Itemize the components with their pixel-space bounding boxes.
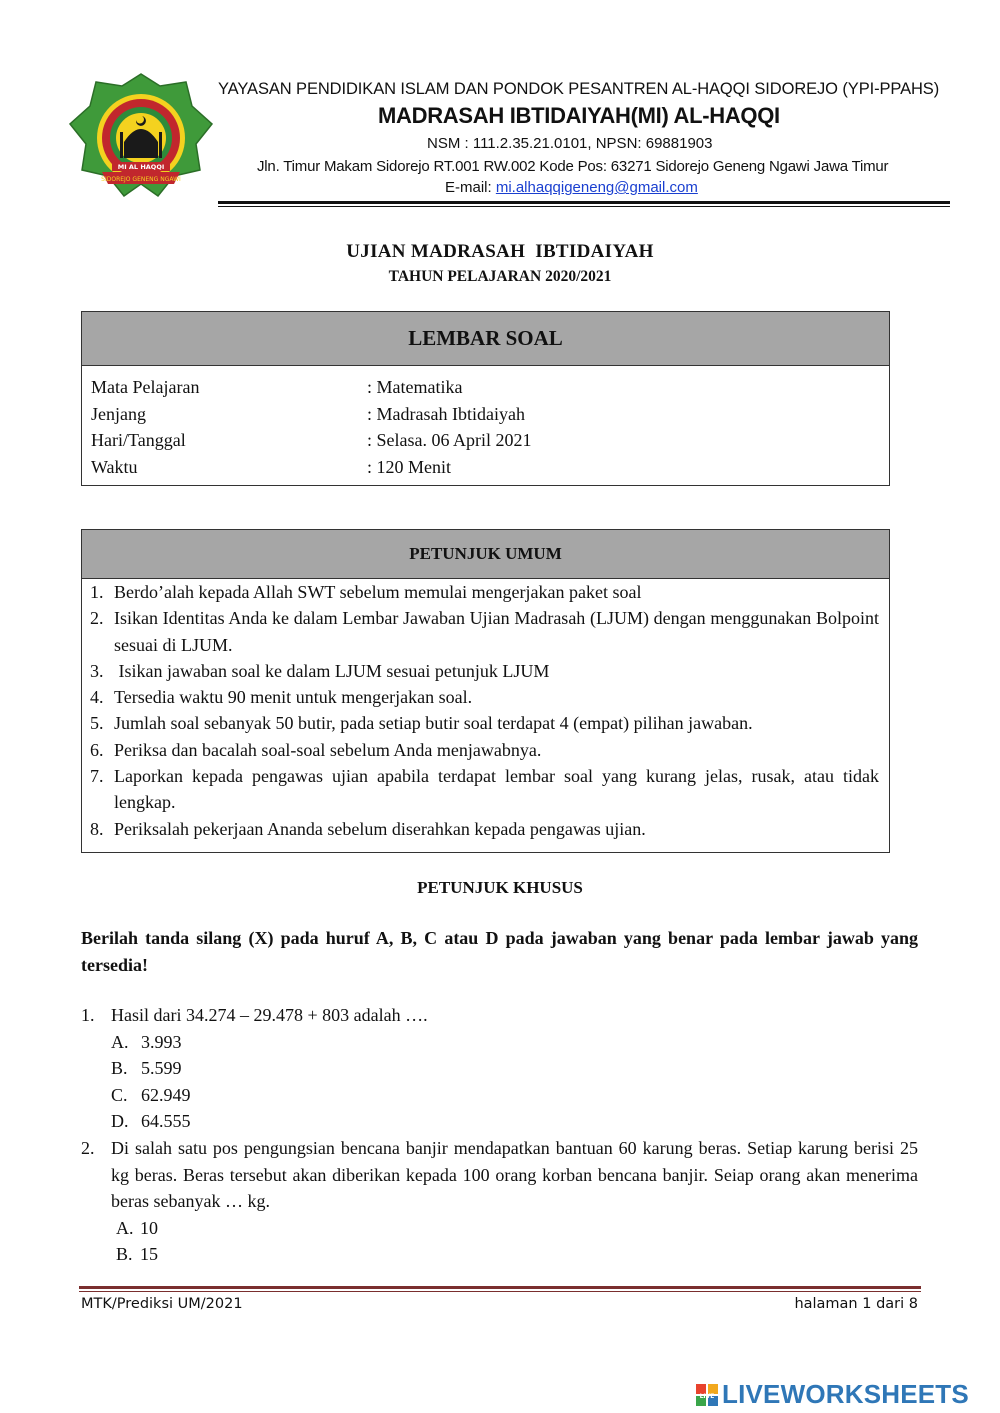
- school-address: Jln. Timur Makam Sidorejo RT.001 RW.002 Kode Pos: 63271 Sidorejo Geneng Ngawi Jawa Timur: [257, 158, 889, 175]
- info-value: : Matematika: [367, 377, 463, 397]
- liveworksheets-badge-icon: [696, 1384, 718, 1406]
- option-text: 15: [140, 1244, 158, 1264]
- school-nsm: NSM : 111.2.35.21.0101, NPSN: 69881903: [427, 135, 713, 152]
- header-divider-thin: [218, 206, 950, 207]
- list-item: [90, 763, 879, 816]
- item-number: 6.: [90, 739, 104, 760]
- item-number: 5.: [90, 713, 104, 734]
- info-row: [91, 401, 889, 428]
- special-instruction: Berilah tanda silang (X) pada huruf A, B, C atau D pada jawaban yang benar pada lembar jawab yang tersedia!: [81, 928, 918, 975]
- item-number: 7.: [90, 766, 104, 787]
- liveworksheets-watermark[interactable]: [696, 1379, 969, 1410]
- item-text: Tersedia waktu 90 menit untuk mengerjakan soal.: [114, 687, 473, 708]
- info-value: : Madrasah Ibtidaiyah: [367, 403, 525, 424]
- info-row: [91, 454, 889, 481]
- list-item: [90, 737, 879, 763]
- special-heading: PETUNJUK KHUSUS: [417, 878, 583, 897]
- answer-option[interactable]: [81, 1055, 918, 1082]
- item-number: 8.: [90, 818, 104, 839]
- general-instructions-box: [81, 529, 890, 853]
- watermark-text: LIVEWORKSHEETS: [722, 1379, 969, 1409]
- email-link[interactable]: mi.alhaqqigeneng@gmail.com: [495, 179, 698, 196]
- question-number: 1.: [81, 1005, 95, 1025]
- item-number: 4.: [90, 687, 104, 708]
- info-label: Waktu: [91, 456, 138, 477]
- logo-name-text: MI AL HAQQI: [117, 163, 165, 171]
- sheet-info-box: [81, 311, 890, 486]
- question-1: [81, 1002, 918, 1135]
- item-number: 1.: [90, 582, 104, 602]
- option-text: 5.599: [141, 1058, 182, 1078]
- school-email-line: [445, 179, 698, 196]
- item-text: Periksa dan bacalah soal-soal sebelum Anda menjawabnya.: [114, 739, 542, 760]
- logo-sub-text: SIDOREJO GENENG NGAWI: [101, 176, 181, 183]
- footer-divider-thick: [79, 1286, 921, 1289]
- list-item: [90, 658, 879, 684]
- item-text: Laporkan kepada pengawas ujian apabila terdapat lembar soal yang kurang jelas, rusak, atau tidak lengkap.: [114, 766, 879, 813]
- info-value: : Selasa. 06 April 2021: [367, 430, 532, 450]
- answer-option[interactable]: [81, 1241, 918, 1268]
- item-number: 3.: [90, 660, 104, 681]
- school-name: MADRASAH IBTIDAIYAH(MI) AL-HAQQI: [378, 103, 780, 128]
- answer-option[interactable]: [81, 1029, 918, 1056]
- option-letter: D.: [111, 1111, 129, 1131]
- foundation-name: YAYASAN PENDIDIKAN ISLAM DAN PONDOK PESANTREN AL-HAQQI SIDOREJO (YPI-PPAHS): [218, 80, 940, 98]
- item-text: Berdo’alah kepada Allah SWT sebelum memulai mengerjakan paket soal: [114, 582, 642, 602]
- answer-option[interactable]: [81, 1215, 918, 1242]
- general-heading: PETUNJUK UMUM: [82, 530, 889, 579]
- info-label: Jenjang: [91, 403, 146, 424]
- footer-doc-code: MTK/Prediksi UM/2021: [81, 1296, 243, 1312]
- school-logo: [68, 72, 214, 200]
- info-label: Mata Pelajaran: [91, 377, 200, 397]
- answer-option[interactable]: [81, 1082, 918, 1109]
- option-letter: B.: [111, 1058, 128, 1078]
- header-divider-thick: [218, 201, 950, 204]
- general-instructions-list: [82, 579, 889, 842]
- exam-title: UJIAN MADRASAH IBTIDAIYAH: [346, 241, 654, 262]
- question-text: Di salah satu pos pengungsian bencana banjir mendapatkan bantuan 60 karung beras. Setiap karung berisi 25 kg beras. Beras tersebut akan diberikan kepada 100 orang korban bencana banjir. Seiap orang akan menerima beras sebanyak … kg.: [111, 1138, 918, 1211]
- option-letter: A.: [111, 1031, 129, 1052]
- footer-divider-thin: [79, 1291, 921, 1292]
- sheet-info-table: [82, 366, 889, 480]
- info-row: [91, 427, 889, 454]
- item-number: 2.: [90, 608, 104, 629]
- exam-year: TAHUN PELAJARAN 2020/2021: [388, 268, 612, 285]
- option-text: 62.949: [141, 1084, 191, 1105]
- option-text: 10: [140, 1217, 158, 1238]
- option-letter: B.: [116, 1244, 133, 1264]
- item-text: Isikan Identitas Anda ke dalam Lembar Jawaban Ujian Madrasah (LJUM) dengan menggunakan Bolpoint sesuai di LJUM.: [114, 608, 879, 655]
- badge-text: LIVE: [699, 1392, 715, 1400]
- info-row: [91, 374, 889, 401]
- list-item: [90, 710, 879, 736]
- list-item: [90, 816, 879, 842]
- sheet-heading: LEMBAR SOAL: [82, 312, 889, 366]
- question-number: 2.: [81, 1138, 95, 1158]
- question-text: Hasil dari 34.274 – 29.478 + 803 adalah ….: [111, 1005, 428, 1025]
- footer-page-number: halaman 1 dari 8: [794, 1296, 918, 1312]
- question-2: [81, 1135, 918, 1268]
- info-label: Hari/Tanggal: [91, 430, 186, 450]
- option-text: 3.993: [141, 1031, 182, 1052]
- question-stem: [81, 1135, 918, 1215]
- item-text: Isikan jawaban soal ke dalam LJUM sesuai petunjuk LJUM: [114, 660, 550, 681]
- list-item: [90, 579, 879, 605]
- answer-option[interactable]: [81, 1108, 918, 1135]
- question-stem: [81, 1002, 918, 1029]
- list-item: [90, 684, 879, 710]
- item-text: Periksalah pekerjaan Ananda sebelum diserahkan kepada pengawas ujian.: [114, 818, 646, 839]
- email-label: E-mail:: [445, 179, 496, 196]
- item-text: Jumlah soal sebanyak 50 butir, pada setiap butir soal terdapat 4 (empat) pilihan jawaban.: [114, 713, 753, 734]
- option-letter: C.: [111, 1084, 128, 1105]
- info-value: : 120 Menit: [367, 456, 451, 477]
- list-item: [90, 605, 879, 658]
- option-text: 64.555: [141, 1111, 191, 1131]
- option-letter: A.: [116, 1217, 134, 1238]
